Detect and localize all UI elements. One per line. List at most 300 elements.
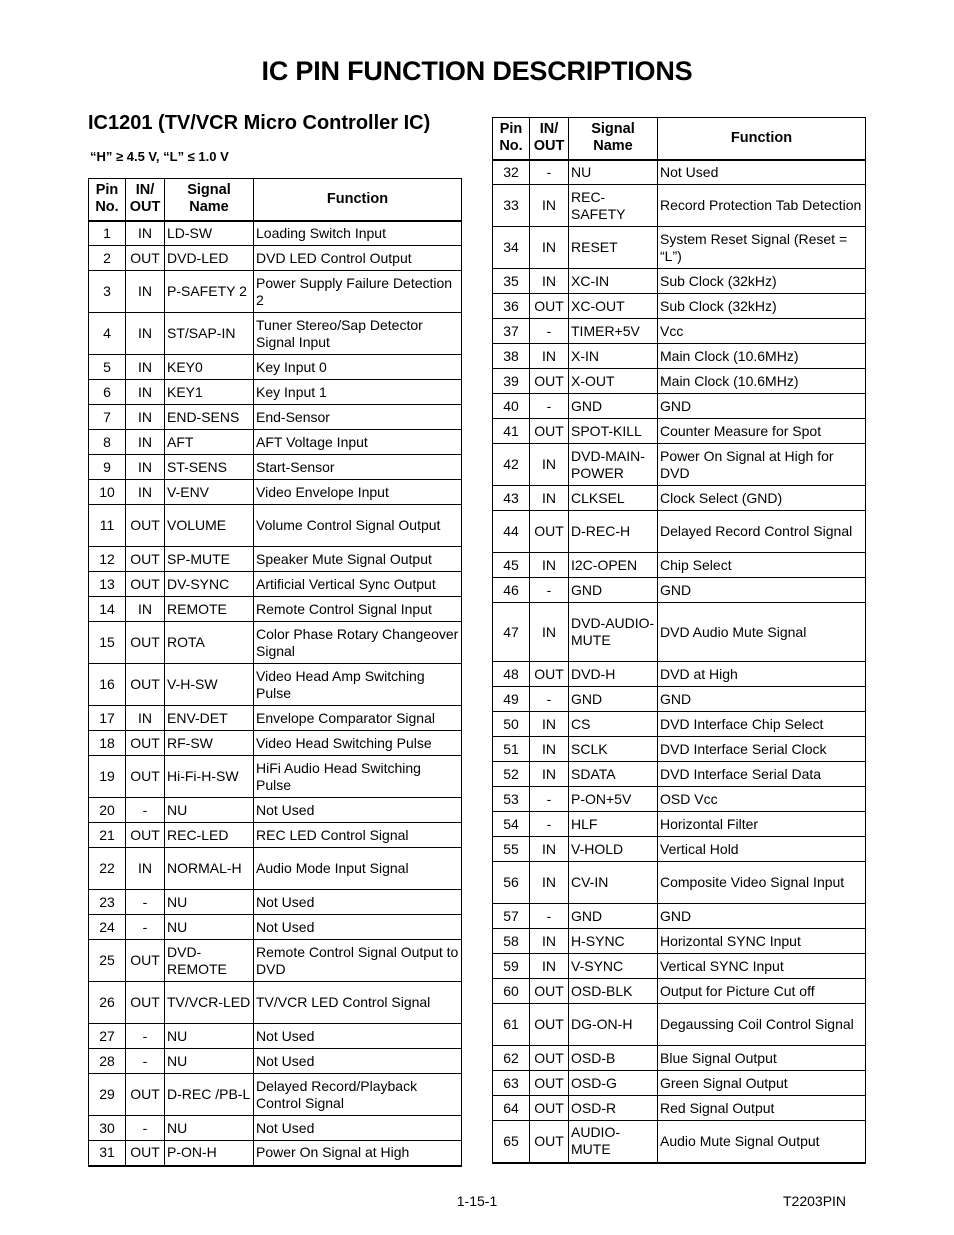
function-cell: Power On Signal at High (254, 1141, 462, 1166)
signal-name-cell: TV/VCR-LED (165, 982, 254, 1024)
function-cell: Vcc (658, 319, 866, 344)
table-row (89, 547, 462, 572)
signal-name-cell: V-SYNC (569, 954, 658, 979)
signal-name-cell: DVD-LED (165, 246, 254, 271)
signal-name-cell: TIMER+5V (569, 319, 658, 344)
in-out-cell: IN (530, 954, 569, 979)
signal-name-cell: V-H-SW (165, 664, 254, 706)
pin-number-cell: 14 (89, 597, 126, 622)
pin-number-cell: 53 (493, 787, 530, 812)
in-out-cell: OUT (126, 572, 165, 597)
table-row (89, 798, 462, 823)
function-cell: Delayed Record Control Signal (658, 511, 866, 553)
pin-table-left (88, 178, 462, 1167)
ic-subtitle: IC1201 (TV/VCR Micro Controller IC) (88, 112, 431, 134)
table-row (493, 269, 866, 294)
header-signal-name: Signal Name (569, 118, 658, 160)
pin-number-cell: 33 (493, 185, 530, 227)
signal-name-cell: VOLUME (165, 505, 254, 547)
function-cell: Record Protection Tab Detection (658, 185, 866, 227)
signal-name-cell: NU (165, 1116, 254, 1141)
in-out-cell: OUT (126, 940, 165, 982)
table-row (493, 603, 866, 662)
pin-number-cell: 6 (89, 380, 126, 405)
in-out-cell: IN (530, 553, 569, 578)
in-out-cell: - (530, 578, 569, 603)
table-row (493, 979, 866, 1004)
signal-name-cell: V-HOLD (569, 837, 658, 862)
function-cell: Output for Picture Cut off (658, 979, 866, 1004)
table-row (493, 227, 866, 269)
pin-number-cell: 62 (493, 1046, 530, 1071)
signal-name-cell: I2C-OPEN (569, 553, 658, 578)
signal-name-cell: NU (165, 890, 254, 915)
signal-name-cell: OSD-BLK (569, 979, 658, 1004)
table-row (493, 929, 866, 954)
function-cell: Not Used (254, 1116, 462, 1141)
signal-name-cell: NU (165, 915, 254, 940)
function-cell: Key Input 0 (254, 355, 462, 380)
function-cell: Video Head Amp Switching Pulse (254, 664, 462, 706)
in-out-cell: OUT (126, 731, 165, 756)
signal-name-cell: CS (569, 712, 658, 737)
pin-number-cell: 26 (89, 982, 126, 1024)
in-out-cell: IN (126, 313, 165, 355)
pin-number-cell: 65 (493, 1121, 530, 1163)
signal-name-cell: GND (569, 904, 658, 929)
table-row (493, 662, 866, 687)
signal-name-cell: DG-ON-H (569, 1004, 658, 1046)
in-out-cell: IN (126, 455, 165, 480)
table-row (493, 486, 866, 511)
function-cell: Audio Mode Input Signal (254, 848, 462, 890)
in-out-cell: IN (126, 597, 165, 622)
table-row (89, 1141, 462, 1166)
table-row (89, 221, 462, 246)
function-cell: DVD Interface Serial Clock (658, 737, 866, 762)
function-cell: DVD at High (658, 662, 866, 687)
pin-number-cell: 64 (493, 1096, 530, 1121)
pin-number-cell: 29 (89, 1074, 126, 1116)
table-row (89, 756, 462, 798)
in-out-cell: IN (530, 444, 569, 486)
pin-number-cell: 30 (89, 1116, 126, 1141)
table-row (89, 823, 462, 848)
in-out-cell: OUT (530, 1121, 569, 1163)
function-cell: GND (658, 578, 866, 603)
in-out-cell: - (530, 160, 569, 185)
function-cell: End-Sensor (254, 405, 462, 430)
signal-name-cell: NU (165, 1049, 254, 1074)
in-out-cell: OUT (530, 1004, 569, 1046)
function-cell: DVD LED Control Output (254, 246, 462, 271)
in-out-cell: - (530, 319, 569, 344)
table-row (89, 1074, 462, 1116)
pin-number-cell: 24 (89, 915, 126, 940)
table-row (89, 664, 462, 706)
signal-name-cell: XC-OUT (569, 294, 658, 319)
in-out-cell: OUT (126, 756, 165, 798)
in-out-cell: IN (530, 862, 569, 904)
function-cell: Remote Control Signal Output to DVD (254, 940, 462, 982)
pin-number-cell: 58 (493, 929, 530, 954)
pin-number-cell: 32 (493, 160, 530, 185)
table-row (493, 444, 866, 486)
function-cell: DVD Interface Chip Select (658, 712, 866, 737)
pin-number-cell: 37 (493, 319, 530, 344)
table-row (493, 712, 866, 737)
pin-number-cell: 41 (493, 419, 530, 444)
pin-number-cell: 36 (493, 294, 530, 319)
in-out-cell: OUT (530, 419, 569, 444)
table-row (89, 848, 462, 890)
in-out-cell: - (126, 1116, 165, 1141)
pin-number-cell: 55 (493, 837, 530, 862)
signal-name-cell: HLF (569, 812, 658, 837)
function-cell: Sub Clock (32kHz) (658, 294, 866, 319)
table-row (493, 1071, 866, 1096)
pin-number-cell: 13 (89, 572, 126, 597)
pin-number-cell: 44 (493, 511, 530, 553)
function-cell: Not Used (254, 798, 462, 823)
pin-number-cell: 57 (493, 904, 530, 929)
signal-name-cell: NORMAL-H (165, 848, 254, 890)
pin-number-cell: 1 (89, 221, 126, 246)
function-cell: Clock Select (GND) (658, 486, 866, 511)
function-cell: Tuner Stereo/Sap Detector Signal Input (254, 313, 462, 355)
function-cell: AFT Voltage Input (254, 430, 462, 455)
signal-name-cell: OSD-B (569, 1046, 658, 1071)
signal-name-cell: REC-LED (165, 823, 254, 848)
pin-number-cell: 45 (493, 553, 530, 578)
table-row (89, 246, 462, 271)
signal-name-cell: GND (569, 578, 658, 603)
signal-name-cell: KEY1 (165, 380, 254, 405)
function-cell: Vertical Hold (658, 837, 866, 862)
pin-number-cell: 23 (89, 890, 126, 915)
signal-name-cell: P-ON+5V (569, 787, 658, 812)
table-row (493, 1004, 866, 1046)
signal-name-cell: LD-SW (165, 221, 254, 246)
function-cell: TV/VCR LED Control Signal (254, 982, 462, 1024)
table-row (89, 572, 462, 597)
signal-name-cell: X-OUT (569, 369, 658, 394)
table-row (493, 294, 866, 319)
pin-number-cell: 8 (89, 430, 126, 455)
function-cell: Loading Switch Input (254, 221, 462, 246)
function-cell: Speaker Mute Signal Output (254, 547, 462, 572)
pin-number-cell: 17 (89, 706, 126, 731)
header-pin-no: Pin No. (493, 118, 530, 160)
table-row (493, 787, 866, 812)
table-row (89, 271, 462, 313)
pin-number-cell: 31 (89, 1141, 126, 1166)
in-out-cell: IN (126, 480, 165, 505)
function-cell: GND (658, 687, 866, 712)
function-cell: Horizontal Filter (658, 812, 866, 837)
pin-number-cell: 22 (89, 848, 126, 890)
signal-name-cell: GND (569, 687, 658, 712)
function-cell: REC LED Control Signal (254, 823, 462, 848)
table-row (89, 940, 462, 982)
header-signal-name: Signal Name (165, 179, 254, 221)
table-row (493, 837, 866, 862)
in-out-cell: OUT (126, 823, 165, 848)
function-cell: HiFi Audio Head Switching Pulse (254, 756, 462, 798)
in-out-cell: IN (530, 712, 569, 737)
pin-number-cell: 46 (493, 578, 530, 603)
function-cell: Green Signal Output (658, 1071, 866, 1096)
in-out-cell: OUT (530, 979, 569, 1004)
function-cell: Not Used (254, 915, 462, 940)
in-out-cell: OUT (126, 664, 165, 706)
function-cell: Not Used (254, 890, 462, 915)
pin-number-cell: 49 (493, 687, 530, 712)
signal-name-cell: NU (569, 160, 658, 185)
signal-name-cell: RF-SW (165, 731, 254, 756)
table-row (89, 597, 462, 622)
page-title: IC PIN FUNCTION DESCRIPTIONS (261, 56, 693, 86)
table-row (89, 405, 462, 430)
pin-rows-left (89, 221, 462, 1166)
in-out-cell: IN (530, 486, 569, 511)
function-cell: Envelope Comparator Signal (254, 706, 462, 731)
table-row (89, 430, 462, 455)
signal-name-cell: ROTA (165, 622, 254, 664)
pin-number-cell: 2 (89, 246, 126, 271)
table-row (89, 982, 462, 1024)
in-out-cell: IN (530, 269, 569, 294)
in-out-cell: OUT (530, 662, 569, 687)
pin-number-cell: 5 (89, 355, 126, 380)
header-in-out: IN/ OUT (530, 118, 569, 160)
pin-number-cell: 56 (493, 862, 530, 904)
pin-number-cell: 51 (493, 737, 530, 762)
signal-name-cell: GND (569, 394, 658, 419)
table-row (493, 1046, 866, 1071)
in-out-cell: - (530, 687, 569, 712)
function-cell: Power Supply Failure Detection 2 (254, 271, 462, 313)
table-row (89, 915, 462, 940)
header-function: Function (658, 118, 866, 160)
pin-number-cell: 4 (89, 313, 126, 355)
in-out-cell: - (126, 890, 165, 915)
function-cell: Video Envelope Input (254, 480, 462, 505)
function-cell: Key Input 1 (254, 380, 462, 405)
in-out-cell: - (530, 904, 569, 929)
pin-number-cell: 25 (89, 940, 126, 982)
table-row (493, 185, 866, 227)
table-row (89, 1024, 462, 1049)
pin-number-cell: 9 (89, 455, 126, 480)
table-row (89, 1049, 462, 1074)
in-out-cell: - (126, 798, 165, 823)
in-out-cell: - (530, 787, 569, 812)
pin-number-cell: 10 (89, 480, 126, 505)
in-out-cell: IN (126, 848, 165, 890)
header-function: Function (254, 179, 462, 221)
in-out-cell: IN (126, 380, 165, 405)
table-row (89, 455, 462, 480)
in-out-cell: IN (126, 271, 165, 313)
pin-number-cell: 35 (493, 269, 530, 294)
table-row (493, 737, 866, 762)
function-cell: Horizontal SYNC Input (658, 929, 866, 954)
in-out-cell: OUT (530, 1096, 569, 1121)
pin-number-cell: 43 (493, 486, 530, 511)
table-row (89, 380, 462, 405)
pin-number-cell: 21 (89, 823, 126, 848)
signal-name-cell: OSD-R (569, 1096, 658, 1121)
in-out-cell: OUT (126, 1074, 165, 1116)
function-cell: Volume Control Signal Output (254, 505, 462, 547)
function-cell: Video Head Switching Pulse (254, 731, 462, 756)
function-cell: Main Clock (10.6MHz) (658, 344, 866, 369)
function-cell: Sub Clock (32kHz) (658, 269, 866, 294)
table-row (493, 394, 866, 419)
pin-number-cell: 19 (89, 756, 126, 798)
table-row (493, 762, 866, 787)
pin-number-cell: 48 (493, 662, 530, 687)
table-row (493, 1096, 866, 1121)
table-row (89, 731, 462, 756)
in-out-cell: - (126, 1024, 165, 1049)
signal-name-cell: REMOTE (165, 597, 254, 622)
function-cell: Color Phase Rotary Changeover Signal (254, 622, 462, 664)
pin-number-cell: 28 (89, 1049, 126, 1074)
in-out-cell: OUT (126, 505, 165, 547)
table-row (493, 319, 866, 344)
pin-rows-right (493, 160, 866, 1163)
signal-name-cell: REC-SAFETY (569, 185, 658, 227)
table-row (493, 812, 866, 837)
in-out-cell: IN (530, 929, 569, 954)
function-cell: Red Signal Output (658, 1096, 866, 1121)
table-row (89, 355, 462, 380)
function-cell: DVD Audio Mute Signal (658, 603, 866, 662)
signal-name-cell: CV-IN (569, 862, 658, 904)
signal-name-cell: SPOT-KILL (569, 419, 658, 444)
signal-name-cell: CLKSEL (569, 486, 658, 511)
document-code: T2203PIN (783, 1193, 847, 1209)
in-out-cell: IN (530, 185, 569, 227)
pin-number-cell: 63 (493, 1071, 530, 1096)
pin-number-cell: 3 (89, 271, 126, 313)
header-pin-no: Pin No. (89, 179, 126, 221)
function-cell: DVD Interface Serial Data (658, 762, 866, 787)
function-cell: OSD Vcc (658, 787, 866, 812)
pin-number-cell: 18 (89, 731, 126, 756)
table-row (493, 511, 866, 553)
pin-number-cell: 20 (89, 798, 126, 823)
in-out-cell: OUT (530, 294, 569, 319)
table-row (89, 505, 462, 547)
signal-name-cell: SCLK (569, 737, 658, 762)
in-out-cell: - (126, 1049, 165, 1074)
in-out-cell: - (530, 394, 569, 419)
signal-name-cell: ST/SAP-IN (165, 313, 254, 355)
voltage-note: “H” ≥ 4.5 V, “L” ≤ 1.0 V (90, 149, 229, 164)
pin-number-cell: 27 (89, 1024, 126, 1049)
in-out-cell: IN (530, 227, 569, 269)
signal-name-cell: XC-IN (569, 269, 658, 294)
in-out-cell: OUT (126, 1141, 165, 1166)
function-cell: GND (658, 904, 866, 929)
table-row (493, 419, 866, 444)
signal-name-cell: DVD-MAIN-POWER (569, 444, 658, 486)
signal-name-cell: SP-MUTE (165, 547, 254, 572)
signal-name-cell: DV-SYNC (165, 572, 254, 597)
in-out-cell: - (530, 812, 569, 837)
table-row (493, 687, 866, 712)
function-cell: Not Used (658, 160, 866, 185)
function-cell: Degaussing Coil Control Signal (658, 1004, 866, 1046)
signal-name-cell: P-ON-H (165, 1141, 254, 1166)
pin-number-cell: 61 (493, 1004, 530, 1046)
page-number: 1-15-1 (456, 1193, 498, 1209)
in-out-cell: OUT (530, 369, 569, 394)
pin-number-cell: 54 (493, 812, 530, 837)
pin-number-cell: 7 (89, 405, 126, 430)
signal-name-cell: P-SAFETY 2 (165, 271, 254, 313)
table-row (493, 344, 866, 369)
signal-name-cell: D-REC /PB-L (165, 1074, 254, 1116)
function-cell: Power On Signal at High for DVD (658, 444, 866, 486)
in-out-cell: OUT (126, 622, 165, 664)
signal-name-cell: X-IN (569, 344, 658, 369)
in-out-cell: IN (126, 221, 165, 246)
function-cell: GND (658, 394, 866, 419)
pin-number-cell: 11 (89, 505, 126, 547)
in-out-cell: IN (530, 837, 569, 862)
table-row (493, 578, 866, 603)
signal-name-cell: AUDIO-MUTE (569, 1121, 658, 1163)
signal-name-cell: DVD-AUDIO-MUTE (569, 603, 658, 662)
function-cell: Not Used (254, 1049, 462, 1074)
signal-name-cell: V-ENV (165, 480, 254, 505)
function-cell: Vertical SYNC Input (658, 954, 866, 979)
function-cell: Start-Sensor (254, 455, 462, 480)
function-cell: Blue Signal Output (658, 1046, 866, 1071)
table-row (493, 160, 866, 185)
function-cell: Composite Video Signal Input (658, 862, 866, 904)
function-cell: Audio Mute Signal Output (658, 1121, 866, 1163)
in-out-cell: IN (126, 706, 165, 731)
table-row (89, 622, 462, 664)
signal-name-cell: NU (165, 798, 254, 823)
signal-name-cell: AFT (165, 430, 254, 455)
table-row (493, 904, 866, 929)
table-row (493, 954, 866, 979)
table-row (493, 1121, 866, 1163)
signal-name-cell: SDATA (569, 762, 658, 787)
in-out-cell: OUT (126, 982, 165, 1024)
signal-name-cell: OSD-G (569, 1071, 658, 1096)
pin-number-cell: 15 (89, 622, 126, 664)
in-out-cell: IN (126, 355, 165, 380)
in-out-cell: OUT (126, 547, 165, 572)
pin-number-cell: 60 (493, 979, 530, 1004)
pin-number-cell: 34 (493, 227, 530, 269)
table-row (89, 480, 462, 505)
in-out-cell: OUT (530, 1046, 569, 1071)
function-cell: Chip Select (658, 553, 866, 578)
signal-name-cell: Hi-Fi-H-SW (165, 756, 254, 798)
header-in-out: IN/ OUT (126, 179, 165, 221)
signal-name-cell: KEY0 (165, 355, 254, 380)
signal-name-cell: RESET (569, 227, 658, 269)
pin-number-cell: 39 (493, 369, 530, 394)
